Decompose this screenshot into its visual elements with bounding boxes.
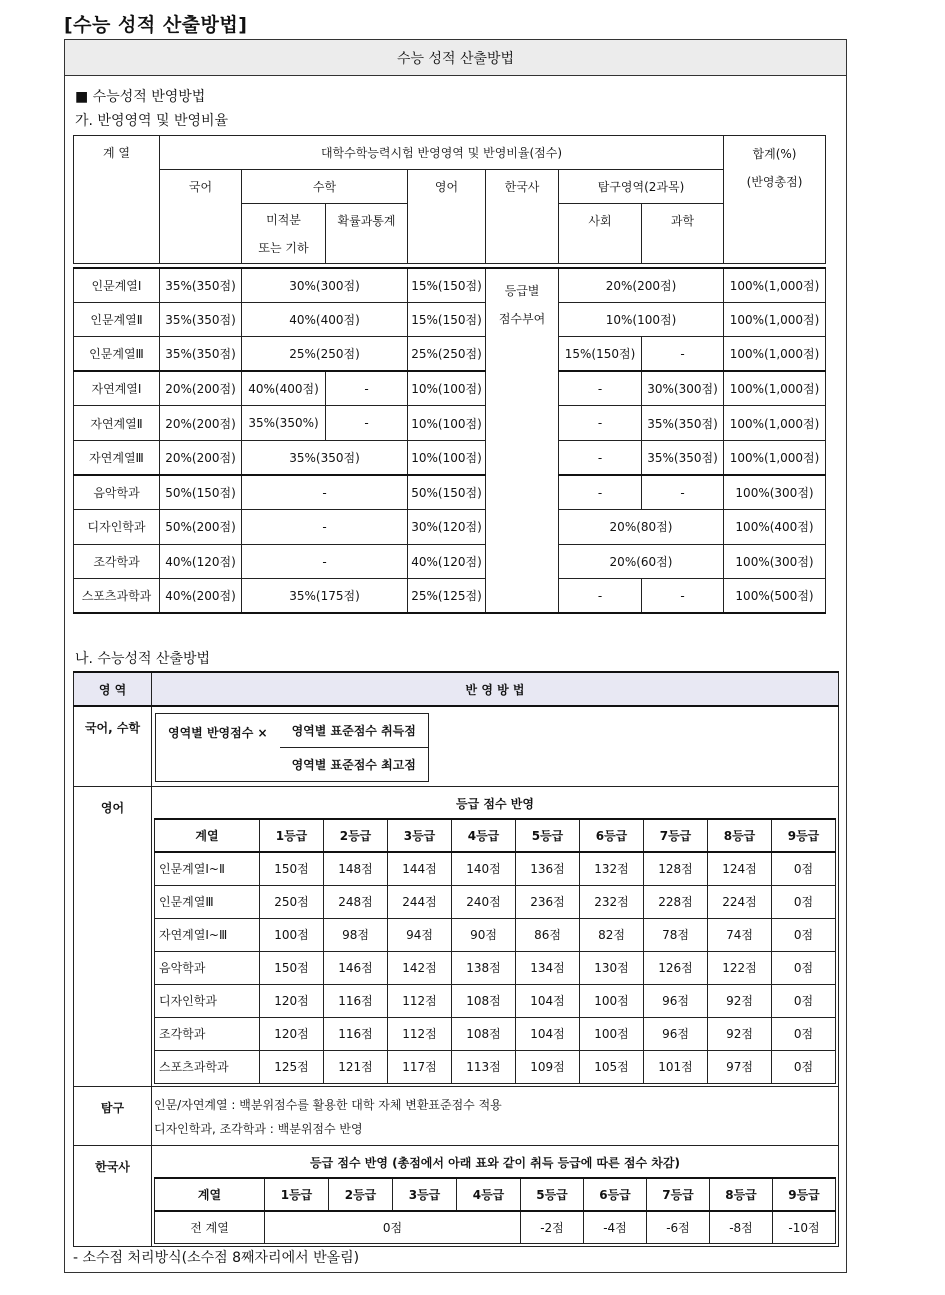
cell-math: 35%(175점) [242,579,408,614]
cell-math: - [242,544,408,579]
grade-cell: 148점 [324,852,388,885]
grade-cell: 120점 [260,984,324,1017]
cell-science: - [642,475,724,510]
cell-english: 50%(150점) [408,475,486,510]
cell-korean: 40%(200점) [160,579,242,614]
grade-row-name: 스포츠과학과 [155,1050,260,1083]
history-caption: 등급 점수 반영 (총점에서 아래 표와 같이 취득 등급에 따른 점수 차감) [310,1155,680,1170]
grade-cell: 150점 [260,951,324,984]
cell-korean: 35%(350점) [160,268,242,303]
grade-cell: 105점 [580,1050,644,1083]
grade-cell: 150점 [260,852,324,885]
grade-cell: 74점 [708,918,772,951]
cell-history [486,268,559,614]
grade-cell: 78점 [644,918,708,951]
grade-cell: 94점 [388,918,452,951]
grade-cell: 248점 [324,885,388,918]
korean-math-label: 국어, 수학 [74,706,152,787]
grade-cell: 134점 [516,951,580,984]
header-korean: 국어 [160,170,242,264]
cell-science: 30%(300점) [642,371,724,406]
table-row [74,371,826,406]
grade-header-cell: 8등급 [708,819,772,852]
cell-korean: 35%(350점) [160,302,242,337]
history-header-cell: 6등급 [584,1178,647,1211]
method-table [73,671,839,1247]
cell-inquiry: 20%(200점) [559,268,724,303]
grade-row [155,885,836,918]
cell-korean: 35%(350점) [160,337,242,372]
english-grade-table [154,818,836,1084]
formula [155,713,429,782]
grade-header-cell: 4등급 [452,819,516,852]
history-header-cell: 9등급 [773,1178,836,1211]
cell-science: 35%(350점) [642,406,724,441]
row-name: 조각학과 [74,544,160,579]
cell-total: 100%(1,000점) [724,406,826,441]
english-row [74,787,839,1087]
cell-prob: - [326,406,408,441]
grade-cell: 96점 [644,1017,708,1050]
grade-cell: 0점 [772,918,836,951]
section1-subheading: 가. 반영영역 및 반영비율 [75,113,229,129]
grade-cell: 244점 [388,885,452,918]
col-method: 반 영 방 법 [152,672,839,706]
cell-math: - [242,510,408,545]
inquiry-label: 탐구 [74,1086,152,1145]
grade-row [155,918,836,951]
grade-cell: 132점 [580,852,644,885]
grade-header-cell: 1등급 [260,819,324,852]
grade-cell: 86점 [516,918,580,951]
cell-total: 100%(300점) [724,544,826,579]
inquiry-line2: 디자인학과, 조각학과 : 백분위점수 반영 [154,1121,363,1136]
grade-cell: 124점 [708,852,772,885]
grade-header-cell: 6등급 [580,819,644,852]
table-row [74,544,826,579]
grade-cell: 100점 [260,918,324,951]
grade-row-name: 자연계열Ⅰ~Ⅲ [155,918,260,951]
header-prob: 확률과통계 [326,204,408,264]
history-header-cell: 4등급 [457,1178,521,1211]
grade-row [155,1017,836,1050]
cell-korean: 50%(150점) [160,475,242,510]
history-header-cell: 5등급 [521,1178,584,1211]
cell-social: - [559,579,642,614]
grade-cell: 92점 [708,984,772,1017]
grade-cell: 113점 [452,1050,516,1083]
grade-cell: 116점 [324,984,388,1017]
cell-math: - [242,475,408,510]
cell-math: 30%(300점) [242,268,408,303]
cell-inquiry: 20%(80점) [559,510,724,545]
grade-cell: 0점 [772,852,836,885]
grade-cell: 144점 [388,852,452,885]
history-header-cell: 3등급 [393,1178,457,1211]
grade-cell: 146점 [324,951,388,984]
grade-cell: 126점 [644,951,708,984]
history-deduction: -6점 [647,1211,710,1244]
frame-title: 수능 성적 산출방법 [65,40,846,76]
cell-science: 35%(350점) [642,440,724,475]
cell-korean: 20%(200점) [160,440,242,475]
grade-cell: 116점 [324,1017,388,1050]
grade-cell: 130점 [580,951,644,984]
grade-cell: 108점 [452,984,516,1017]
grade-row [155,852,836,885]
history-note-line1: 등급별 [504,283,540,298]
grade-cell: 101점 [644,1050,708,1083]
history-header-cell: 7등급 [647,1178,710,1211]
formula-left: 영역별 반영점수 × [156,714,280,782]
history-note-line2: 점수부여 [498,311,546,326]
cell-total: 100%(1,000점) [724,337,826,372]
table-row [74,440,826,475]
grade-cell: 0점 [772,1050,836,1083]
header-english: 영어 [408,170,486,264]
korean-math-row [74,706,839,787]
header-calc-line2: 또는 기하 [258,241,309,255]
grade-row-name: 음악학과 [155,951,260,984]
table-row [74,406,826,441]
grade-cell: 125점 [260,1050,324,1083]
footnote: - 소수점 처리방식(소수점 8째자리에서 반올림) [73,1250,360,1266]
grade-cell: 112점 [388,984,452,1017]
grade-cell: 121점 [324,1050,388,1083]
grade-cell: 90점 [452,918,516,951]
header-calc-line1: 미적분 [266,213,301,227]
grade-cell: 92점 [708,1017,772,1050]
header-science: 과학 [642,204,724,264]
grade-cell: 138점 [452,951,516,984]
history-deduction: -2점 [521,1211,584,1244]
cell-calc: 40%(400점) [242,371,326,406]
cell-inquiry: 20%(60점) [559,544,724,579]
header-group: 계 열 [74,136,160,264]
history-grade-table [154,1177,836,1245]
cell-inquiry: 10%(100점) [559,302,724,337]
grade-cell: 0점 [772,951,836,984]
history-header-cell: 계열 [155,1178,265,1211]
table-row [74,475,826,510]
grade-cell: 122점 [708,951,772,984]
cell-social: - [559,440,642,475]
grade-row-name: 디자인학과 [155,984,260,1017]
cell-korean: 40%(120점) [160,544,242,579]
cell-math: 35%(350점) [242,440,408,475]
col-area: 영 역 [74,672,152,706]
history-header-cell: 1등급 [265,1178,329,1211]
grade-cell: 109점 [516,1050,580,1083]
english-label: 영어 [74,787,152,1087]
history-zero: 0점 [265,1211,521,1244]
page-title: [수능 성적 산출방법] [64,14,248,36]
grade-cell: 100점 [580,1017,644,1050]
cell-english: 25%(250점) [408,337,486,372]
grade-cell: 0점 [772,984,836,1017]
grade-cell: 240점 [452,885,516,918]
header-calc [242,204,326,264]
table-row [74,579,826,614]
grade-row [155,984,836,1017]
cell-social: - [559,371,642,406]
grade-cell: 98점 [324,918,388,951]
cell-prob: - [326,371,408,406]
row-name: 디자인학과 [74,510,160,545]
cell-english: 15%(150점) [408,268,486,303]
history-header-cell: 2등급 [329,1178,393,1211]
row-name: 자연계열Ⅰ [74,371,160,406]
header-social: 사회 [559,204,642,264]
cell-calc: 35%(350%) [242,406,326,441]
section2-subheading: 나. 수능성적 산출방법 [75,651,211,667]
cell-english: 15%(150점) [408,302,486,337]
cell-social: - [559,475,642,510]
header-main: 대학수학능력시험 반영영역 및 반영비율(점수) [160,136,724,170]
cell-social: - [559,406,642,441]
grade-cell: 140점 [452,852,516,885]
row-name: 인문계열Ⅰ [74,268,160,303]
row-name: 자연계열Ⅲ [74,440,160,475]
grade-cell: 82점 [580,918,644,951]
row-name: 스포츠과학과 [74,579,160,614]
cell-science: - [642,579,724,614]
grade-cell: 97점 [708,1050,772,1083]
grade-row [155,1050,836,1083]
grade-cell: 128점 [644,852,708,885]
row-name: 인문계열Ⅲ [74,337,160,372]
grade-cell: 112점 [388,1017,452,1050]
cell-english: 30%(120점) [408,510,486,545]
grade-header-cell: 9등급 [772,819,836,852]
table-row [74,302,826,337]
history-header-cell: 8등급 [710,1178,773,1211]
cell-science: - [642,337,724,372]
history-row [74,1145,839,1247]
cell-math: 40%(400점) [242,302,408,337]
cell-total: 100%(500점) [724,579,826,614]
grade-cell: 117점 [388,1050,452,1083]
grade-cell: 104점 [516,984,580,1017]
cell-english: 25%(125점) [408,579,486,614]
history-deduction: -10점 [773,1211,836,1244]
grade-cell: 232점 [580,885,644,918]
cell-english: 10%(100점) [408,440,486,475]
inquiry-row [74,1086,839,1145]
grade-cell: 108점 [452,1017,516,1050]
cell-total: 100%(1,000점) [724,440,826,475]
grade-cell: 228점 [644,885,708,918]
grade-row-name: 인문계열Ⅲ [155,885,260,918]
cell-total: 100%(1,000점) [724,302,826,337]
grade-row [155,951,836,984]
grade-row-name: 조각학과 [155,1017,260,1050]
row-name: 자연계열Ⅱ [74,406,160,441]
cell-total: 100%(1,000점) [724,371,826,406]
grade-cell: 250점 [260,885,324,918]
english-caption: 등급 점수 반영 [456,797,534,811]
grade-cell: 236점 [516,885,580,918]
cell-social: 15%(150점) [559,337,642,372]
header-total [724,136,826,264]
history-row-name: 전 계열 [155,1211,265,1244]
table-row [74,268,826,303]
header-inquiry: 탐구영역(2과목) [559,170,724,204]
formula-denominator: 영역별 표준점수 최고점 [280,748,429,782]
content-frame [64,39,847,1273]
inquiry-line1: 인문/자연계열 : 백분위점수를 활용한 대학 자체 변환표준점수 적용 [154,1097,502,1112]
header-history: 한국사 [486,170,559,264]
history-deduction: -4점 [584,1211,647,1244]
cell-english: 40%(120점) [408,544,486,579]
cell-total: 100%(300점) [724,475,826,510]
row-name: 인문계열Ⅱ [74,302,160,337]
table-row [74,337,826,372]
row-name: 음악학과 [74,475,160,510]
grade-cell: 104점 [516,1017,580,1050]
section1-heading: ■ 수능성적 반영방법 [75,89,206,105]
cell-english: 10%(100점) [408,406,486,441]
header-total-line1: 합계(%) [752,147,797,161]
cell-total: 100%(400점) [724,510,826,545]
grade-cell: 120점 [260,1017,324,1050]
grade-header-cell: 5등급 [516,819,580,852]
table-row [74,510,826,545]
grade-cell: 0점 [772,885,836,918]
header-math: 수학 [242,170,408,204]
grade-header-cell: 2등급 [324,819,388,852]
grade-header-cell: 7등급 [644,819,708,852]
grade-cell: 100점 [580,984,644,1017]
grade-cell: 96점 [644,984,708,1017]
history-label: 한국사 [74,1145,152,1247]
cell-korean: 20%(200점) [160,371,242,406]
grade-cell: 136점 [516,852,580,885]
cell-total: 100%(1,000점) [724,268,826,303]
grade-row-name: 인문계열Ⅰ~Ⅱ [155,852,260,885]
ratio-table [73,135,826,614]
cell-english: 10%(100점) [408,371,486,406]
cell-math: 25%(250점) [242,337,408,372]
header-total-line2: (반영총점) [746,175,803,189]
grade-header-cell: 계열 [155,819,260,852]
grade-header-cell: 3등급 [388,819,452,852]
history-deduction: -8점 [710,1211,773,1244]
cell-korean: 50%(200점) [160,510,242,545]
grade-cell: 142점 [388,951,452,984]
formula-numerator: 영역별 표준점수 취득점 [280,714,429,748]
grade-cell: 0점 [772,1017,836,1050]
grade-cell: 224점 [708,885,772,918]
cell-korean: 20%(200점) [160,406,242,441]
